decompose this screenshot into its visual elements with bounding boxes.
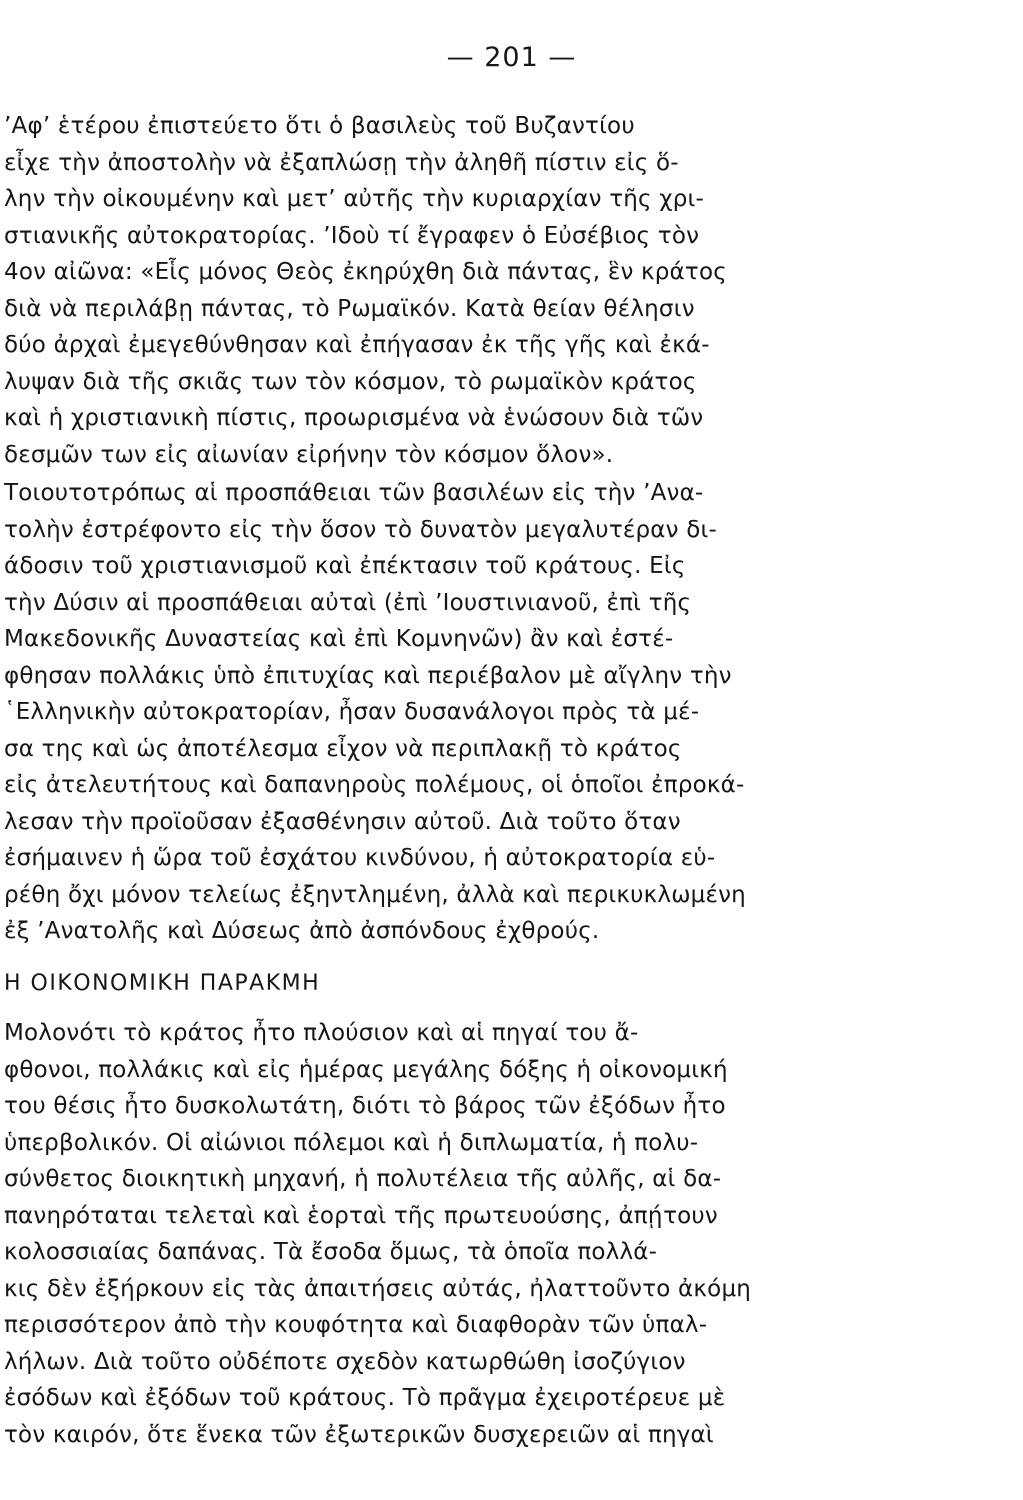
text-line: Μολονότι τὸ κράτος ἦτο πλούσιον καὶ αἱ πηγαί του ἄ- xyxy=(4,1020,639,1046)
text-line: ῾Ελληνικὴν αὐτοκρατορίαν, ἦσαν δυσανάλογοι πρὸς τὰ μέ- xyxy=(4,699,700,725)
text-line: σύνθετος διοικητικὴ μηχανή, ἡ πολυτέλεια τῆς αὐλῆς, αἱ δα- xyxy=(4,1166,722,1192)
text-line: άδοσιν τοῦ χριστιανισμοῦ καὶ ἐπέκτασιν τοῦ κράτους. Εἰς xyxy=(4,553,686,579)
text-line: ρέθη ὄχι μόνον τελείως ἐξηντλημένη, ἀλλὰ καὶ περικυκλωμένη xyxy=(4,881,746,908)
text-line: τὸν καιρόν, ὅτε ἕνεκα τῶν ἐξωτερικῶν δυσχερειῶν αἱ πηγαὶ xyxy=(4,1421,714,1448)
text-line: ἐσήμαινεν ἡ ὥρα τοῦ ἐσχάτου κινδύνου, ἡ αὐτοκρατορία εὑ- xyxy=(4,845,716,871)
text-line: καὶ ἡ χριστιανικὴ πίστις, προωρισμένα νὰ ἑνώσουν διὰ τῶν xyxy=(4,405,704,431)
text-line: λήλων. Διὰ τοῦτο οὐδέποτε σχεδὸν κατωρθώθη ἰσοζύγιον xyxy=(4,1348,686,1375)
text-line: δεσμῶν των εἰς αἰωνίαν εἰρήνην τὸν κόσμον ὅλον». xyxy=(4,441,614,468)
text-line: στιανικῆς αὐτοκρατορίας. ’Ιδοὺ τί ἔγραφεν ὁ Εὐσέβιος τὸν xyxy=(4,222,700,249)
text-line: εἶχε τὴν ἀποστολὴν νὰ ἐξαπλώσῃ τὴν ἀληθῆ πίστιν εἰς ὅ- xyxy=(4,149,679,176)
text-line: ’Αφ’ ἑτέρου ἐπιστεύετο ὅτι ὁ βασιλεὺς τοῦ Βυζαντίου xyxy=(4,113,635,139)
text-line: φθησαν πολλάκις ὑπὸ ἐπιτυχίας καὶ περιέβαλον μὲ αἴγλην τὴν xyxy=(4,662,732,689)
page-number: — 201 — xyxy=(446,42,577,73)
text-line: κις δὲν ἐξήρκουν εἰς τὰς ἀπαιτήσεις αὐτάς, ἠλαττοῦντο ἀκόμη xyxy=(4,1275,752,1302)
section-heading: Η ΟΙΚΟΝΟΜΙΚΗ ΠΑΡΑΚΜΗ xyxy=(4,971,321,996)
text-line: του θέσις ἦτο δυσκολωτάτη, διότι τὸ βάρος τῶν ἐξόδων ἦτο xyxy=(4,1093,726,1119)
text-line: κολοσσιαίας δαπάνας. Τὰ ἔσοδα ὅμως, τὰ ὁποῖα πολλά- xyxy=(4,1239,658,1265)
text-line: ἐσόδων καὶ ἐξόδων τοῦ κράτους. Τὸ πρᾶγμα ἐχειροτέρευε μὲ xyxy=(4,1385,726,1411)
paragraph-2 xyxy=(4,475,900,950)
text-line: εἰς ἀτελευτήτους καὶ δαπανηροὺς πολέμους, οἱ ὁποῖοι ἐπροκά- xyxy=(4,772,745,798)
paragraph-1 xyxy=(4,108,900,473)
text-line: ὑπερβολικόν. Οἱ αἰώνιοι πόλεμοι καὶ ἡ διπλωματία, ἡ πολυ- xyxy=(4,1129,699,1156)
text-line: λην τὴν οἰκουμένην καὶ μετ’ αὐτῆς τὴν κυριαρχίαν τῆς χρι- xyxy=(4,186,704,212)
text-line: λυψαν διὰ τῆς σκιᾶς των τὸν κόσμον, τὸ ρωμαϊκὸν κράτος xyxy=(4,368,697,395)
text-line: Μακεδονικῆς Δυναστείας καὶ ἐπὶ Κομνηνῶν) ἂν καὶ ἐστέ- xyxy=(4,626,674,652)
text-line: τολὴν ἐστρέφοντο εἰς τὴν ὅσον τὸ δυνατὸν μεγαλυτέραν δι- xyxy=(4,516,717,543)
section-paragraph xyxy=(4,1015,900,1453)
text-line: ἐξ ’Ανατολῆς καὶ Δύσεως ἀπὸ ἀσπόνδους ἐχθρούς. xyxy=(4,918,600,944)
text-line: 4ον αἰῶνα: «Εἷς μόνος Θεὸς ἐκηρύχθη διὰ πάντας, ἓν κράτος xyxy=(4,259,727,285)
text-line: πανηρόταται τελεταὶ καὶ ἑορταὶ τῆς πρωτευούσης, ἀπῄτουν xyxy=(4,1202,718,1229)
text-line: περισσότερον ἀπὸ τὴν κουφότητα καὶ διαφθορὰν τῶν ὑπαλ- xyxy=(4,1312,708,1338)
text-line: διὰ νὰ περιλάβῃ πάντας, τὸ Ρωμαϊκόν. Κατὰ θείαν θέλησιν xyxy=(4,295,695,322)
text-line: Τοιουτοτρόπως αἱ προσπάθειαι τῶν βασιλέων εἰς τὴν ’Ανα- xyxy=(4,480,704,506)
text-line: δύο ἀρχαὶ ἐμεγεθύνθησαν καὶ ἐπήγασαν ἐκ τῆς γῆς καὶ ἐκά- xyxy=(4,332,710,358)
text-line: τὴν Δύσιν αἱ προσπάθειαι αὐταὶ (ἐπὶ ’Ιουστινιανοῦ, ἐπὶ τῆς xyxy=(4,589,692,616)
text-line: σα της καὶ ὡς ἀποτέλεσμα εἶχον νὰ περιπλακῇ τὸ κράτος xyxy=(4,735,682,762)
text-line: φθονοι, πολλάκις καὶ εἰς ἡμέρας μεγάλης δόξης ἡ οἰκονομική xyxy=(4,1056,728,1083)
text-line: λεσαν τὴν προϊοῦσαν ἐξασθένησιν αὐτοῦ. Διὰ τοῦτο ὅταν xyxy=(4,808,681,835)
